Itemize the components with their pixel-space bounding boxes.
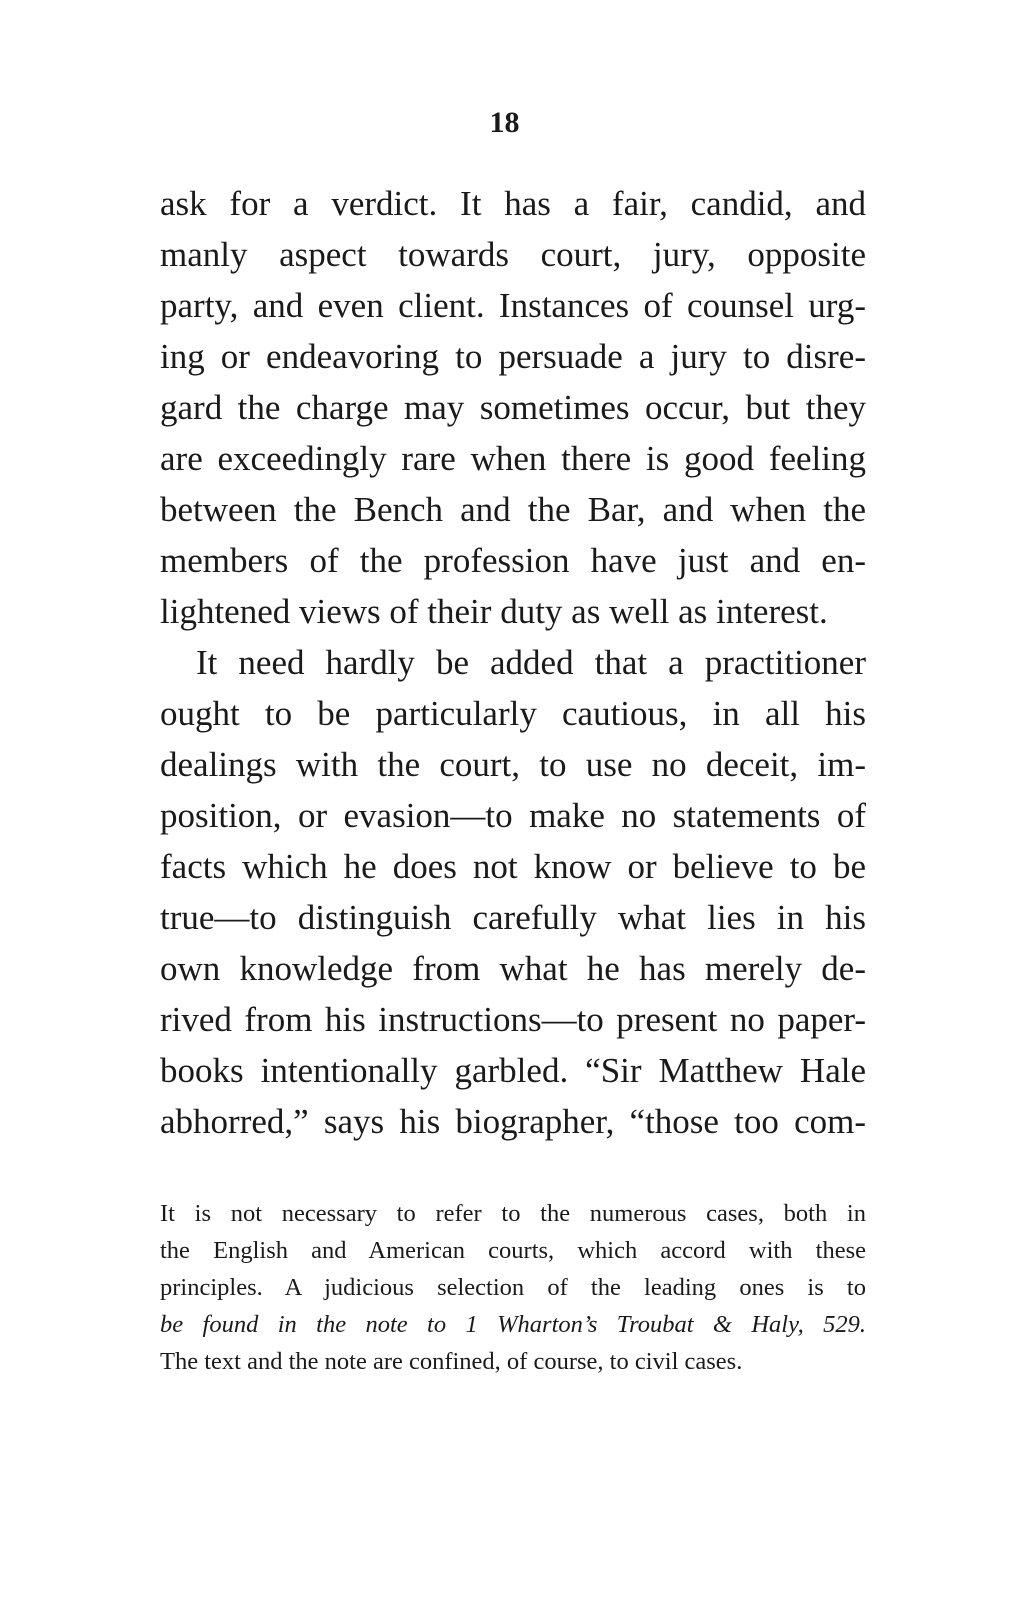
body-line: manly aspect towards court, jury, opposite (160, 235, 866, 274)
body-line: members of the profession have just and en- (160, 541, 866, 580)
footnote-line: the English and American courts, which accord with these (160, 1237, 866, 1264)
body-line: between the Bench and the Bar, and when the (160, 490, 866, 529)
body-line: books intentionally garbled. “Sir Matthew Hale (160, 1051, 866, 1090)
page-number: 18 (489, 106, 520, 139)
body-line: facts which he does not know or believe to be (160, 847, 866, 886)
footnote-line: be found in the note to 1 Wharton’s Troubat & Haly, 529. (160, 1311, 866, 1338)
body-line: position, or evasion—to make no statements of (160, 796, 866, 835)
body-line: dealings with the court, to use no deceit, im- (160, 745, 866, 784)
body-text (160, 178, 866, 1147)
body-line: lightened views of their duty as well as interest. (160, 592, 828, 631)
body-line: are exceedingly rare when there is good feeling (160, 439, 866, 478)
footnote (160, 1195, 866, 1380)
body-line: ing or endeavoring to persuade a jury to disre- (160, 337, 866, 376)
body-line: party, and even client. Instances of counsel urg- (160, 286, 866, 325)
body-line: true—to distinguish carefully what lies in his (160, 898, 866, 937)
body-line: It need hardly be added that a practitioner (196, 643, 866, 682)
body-line: ask for a verdict. It has a fair, candid, and (160, 184, 866, 223)
body-line: abhorred,” says his biographer, “those too com- (160, 1102, 866, 1141)
body-line: own knowledge from what he has merely de- (160, 949, 866, 988)
footnote-line: principles. A judicious selection of the leading ones is to (160, 1274, 866, 1301)
footnote-line: The text and the note are confined, of course, to civil cases. (160, 1348, 743, 1375)
body-line: gard the charge may sometimes occur, but they (160, 388, 866, 427)
footnote-line: It is not necessary to refer to the numerous cases, both in (160, 1200, 866, 1227)
body-line: ought to be particularly cautious, in all his (160, 694, 866, 733)
body-line: rived from his instructions—to present no paper- (160, 1000, 866, 1039)
